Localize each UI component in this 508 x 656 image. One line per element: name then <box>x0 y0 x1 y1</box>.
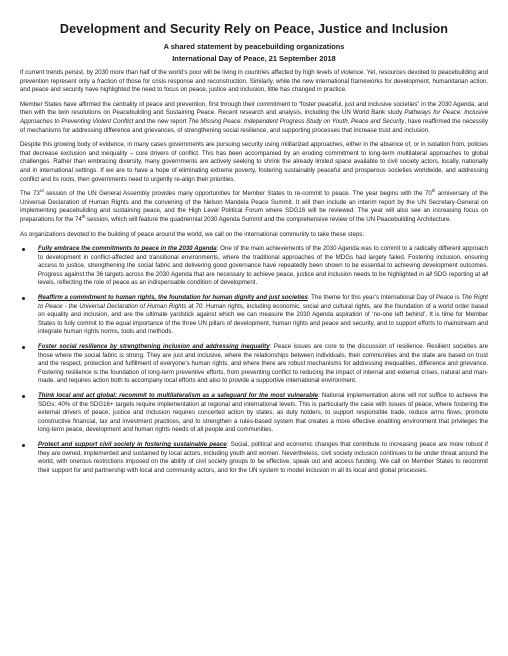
list-item-heading: Fully embrace the commitments to peace in the 2030 Agenda <box>38 245 217 253</box>
bullet-dot <box>22 395 25 398</box>
list-item-heading: Reaffirm a commitment to human rights, the foundation for human dignity and just societies <box>38 294 308 302</box>
evidence-paragraph: Despite this growing body of evidence, in many cases governments are pursuing security using militarized approaches, either in the absence of, or in isolation from, policies that decrease exclusion and inequality – core drivers of conflict. This has been accompanied by an eroding commitment to long-term multilateral approaches to global challenges. Rather than embracing diversity, many governments are actively seeking to shrink the already limited space available to civil society actors, locally, nationally and in international settings. If we are to have a hope of eliminating extreme poverty, fostering sustainably peaceful and prosperous societies worldwide, and addressing conflict and its roots, then governments need to urgently re-align their priorities. <box>20 141 488 183</box>
list-item: Foster social resilience by strengthening inclusion and addressing inequality: Peace issues are core to the discussion of resilience. Resilient societies are those where the social fabric is strong. They are just and inclusive, where the relationships between individuals, their communities and the state are based on trust and the respect, protection and fulfillment of everyone’s human rights, and where there are robust mechanisms for addressing inequalities, difference and grievance. Fostering resilience is the foundation of long-term preventive efforts, from preventing conflict to reducing the impact of internal and external crises, natural and man-made, and requires action both to accompany local efforts and also to provide a supportive international environment. <box>20 343 488 386</box>
bullet-dot <box>22 444 25 447</box>
intro-paragraph: If current trends persist, by 2030 more than half of the world’s poor will be living in countries affected by high levels of violence. Yet, resources devoted to peacebuilding and prevention represent only a fraction of those for crisis response and reconstruction. Similarly, while the new international frameworks for development, humanitarian action, and peace and security have highlighted the need to focus on peace, justice and inclusion, little has changed in practice. <box>20 69 488 94</box>
document-date-line: International Day of Peace, 21 September 2018 <box>172 54 336 63</box>
list-item: Reaffirm a commitment to human rights, the foundation for human dignity and just societies: The theme for this year’s International Day of Peace is The Right to Peace - the Universal Declaration of Human Rights at 70. Human rights, including economic, social and cultural rights, are the foundation of a world order based on equality and inclusion, and are the ultimate yardstick against which we can measure the 2030 Agenda aspiration of ‘no-one left behind’. It is time for Member States to fully commit to the equal importance of the three UN pillars of development, human rights and peace and security, and to support efforts to mainstream and integrate human rights norms, tools and methods. <box>20 294 488 337</box>
bullet-dot <box>22 346 25 349</box>
bullet-dot <box>22 248 25 251</box>
steps-list <box>20 245 488 475</box>
document-title: Development and Security Rely on Peace, Justice and Inclusion <box>59 22 449 36</box>
document-subtitle: A shared statement by peacebuilding organizations <box>163 42 345 51</box>
list-item-heading: Think local and act global: recommit to multilateralism as a safeguard for the most vulnerable <box>38 392 318 399</box>
list-item-heading: Protect and support civil society in fostering sustainable peace <box>38 440 227 448</box>
list-item: Fully embrace the commitments to peace in the 2030 Agenda: One of the main achievements of the 2030 Agenda was to commit to a radically different approach to development in conflict-affected and transitional environments, where the traditional approaches of the MDGs had largely failed. Fostering inclusion, ensuring access to justice, strengthening the social fabric and delivering good governance have repeatedly been shown to be essential to achieving development outcomes. Progress against the 36 targets across the 2030 Agenda that are necessary to achieve peace, justice and inclusion needs to be highlighted in all SDG reporting at all levels, reflecting the role of peace as an indispensable condition of development. <box>20 245 488 288</box>
call-to-action-paragraph: As organizations devoted to the building of peace around the world, we call on the international community to take these steps: <box>20 230 365 238</box>
general-assembly-paragraph: The 73rd session of the UN General Assembly provides many opportunities for Member States to re-commit to peace. The year begins with the 70th anniversary of the Universal Declaration of Human Rights and the convening of the Nelson Mandela Peace Summit. It will then include an interim report by the UN Secretary-General on implementing peacebuilding and sustaining peace, and the High Level Political Forum where SDG16 will be reviewed. The year will also see an increasing focus on preparations for the 74th session, which will feature the quadrennial 2030 Agenda Summit and the comprehensive review of the UN Peacebuilding Architecture. <box>20 188 488 223</box>
pathways-for-peace-title: Pathways for Peace: Inclusive Approaches to Preventing Violent Conflict <box>20 109 488 125</box>
list-item-heading: Foster social resilience by strengthening inclusion and addressing inequality <box>38 343 270 351</box>
bullet-dot <box>22 297 25 300</box>
member-states-paragraph: Member States have affirmed the centrality of peace and prevention, first through their commitment to “foster peaceful, just and inclusive societies” in the 2030 Agenda, and then with the twin resolutions on Peacebuilding and Sustaining Peace. Recent research and analysis, including the UN World Bank study Pathways for Peace: Inclusive Approaches to Preventing Violent Conflict and the new report The Missing Peace: Independent Progress Study on Youth, Peace and Security, have reaffirmed the necessity of mechanisms for addressing difference and grievances, of strengthening social resilience, and supporting processes that increase trust and inclusion. <box>20 100 489 134</box>
missing-peace-title: The Missing Peace: Independent Progress Study on Youth, Peace and Security <box>188 117 405 125</box>
list-item: Think local and act global: recommit to multilateralism as a safeguard for the most vulnerable: National implementation alone will not suffice to achieve the SDGs: 40% of the SDG16+ targets require implementation at regional and international levels. This is particularly the case with issues of peace, where fostering the external drivers of peace, justice and inclusion requires concerted action by states, as duty holders, to support responsible trade, reduce arms flows, promote constructive financial, tax and investment practices, and to strengthen a rules-based system that creates a more effective enabling environment that privileges the long-term peace, development and human rights needs of all people and communities. <box>20 392 488 435</box>
list-item: Protect and support civil society in fostering sustainable peace: Social, political and economic changes that contribute to increasing peace are more robust if they are owned, implemented and sustained by local actors, including youth and women. Nevertheless, civil society inclusion continues to be under threat around the world, with onerous restrictions imposed on the ability of civil society groups to be effective, speak out and access funding. We call on Member States to recommit their support for and partnership with local and community actors, and for the UN system to model inclusion in all its local and global processes. <box>20 441 488 475</box>
